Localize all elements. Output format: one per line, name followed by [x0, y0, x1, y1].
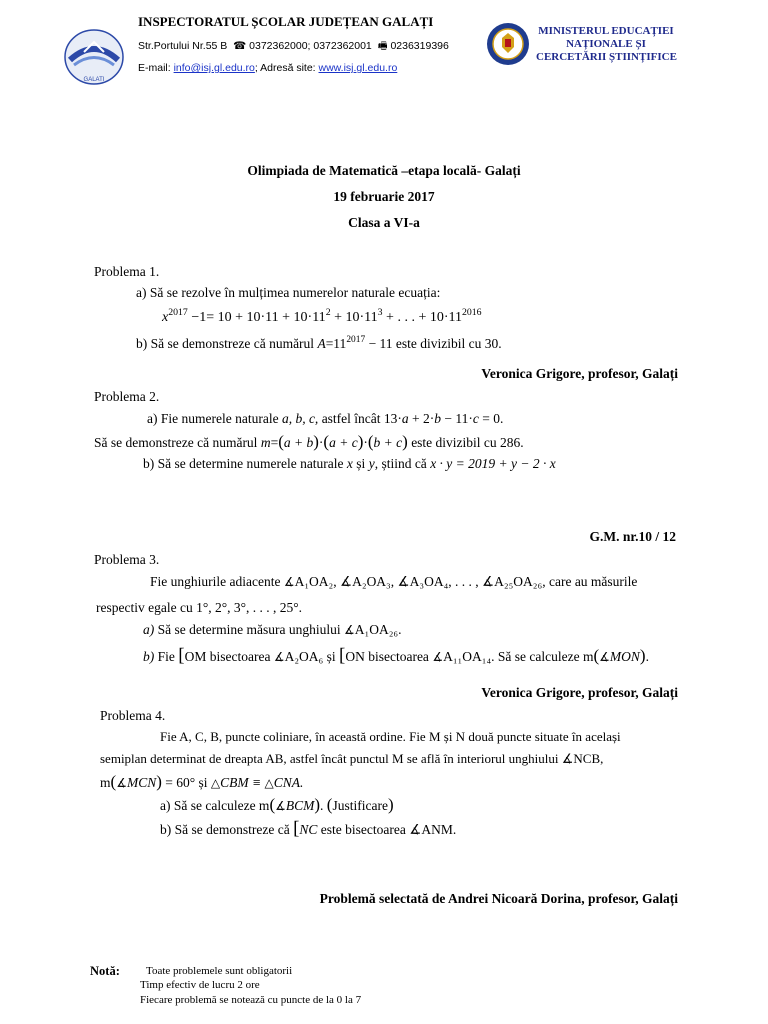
ministry-line-3: CERCETĂRII ȘTIINȚIFICE — [536, 51, 677, 63]
problem-2-heading: Problema 2. — [94, 389, 160, 404]
problem-4-b: b) Să se demonstreze că [NC este bisectoarea ∡ANM. — [160, 818, 457, 839]
problem-4-line-2: semiplan determinat de dreapta AB, astfel încât punctul M se află în interiorul unghiului ∡NCB, — [100, 751, 604, 766]
problem-4-a: a) Să se calculeze m(∡BCM). (Justificare) — [160, 795, 394, 814]
problem-4-line-1: Fie A, C, B, puncte coliniare, în această ordine. Fie M și N două puncte situate în același — [160, 729, 621, 744]
problem-3-a: a) Să se determine măsura unghiului ∡A₁OA₂₆. — [143, 622, 402, 637]
title-line-2: 19 februarie 2017 — [333, 189, 435, 204]
note-line-2: Timp efectiv de lucru 2 ore — [140, 979, 260, 991]
problem-2-a: a) Fie numerele naturale a, b, c, astfel încât 13·a + 2·b − 11·c = 0. — [147, 411, 504, 426]
logo-left-text: GALATI — [83, 77, 105, 83]
phones: 0372362000; 0372362001 — [249, 40, 372, 52]
contact-line — [138, 62, 397, 74]
angle-icon: ∡ — [343, 623, 355, 637]
angle-icon: ∡ — [599, 650, 610, 664]
problem-2-line-2: Să se demonstreze că numărul m=(a + b)·(a + c)·(b + c) este divizibil cu 286. — [94, 432, 524, 451]
problem-1-b: b) Să se demonstreze că numărul $A=11^{2017} - 11$ este divizibil cu 30. — [136, 335, 502, 351]
ministry-line-2: NAȚIONALE ȘI — [566, 38, 646, 50]
address-line — [138, 38, 449, 56]
problem-1-a: a) Să se rezolve în mulțimea numerelor naturale ecuația: — [136, 285, 441, 300]
problem-4-heading: Problema 4. — [100, 708, 166, 723]
triangle-icon: △ — [264, 776, 274, 790]
ministry-line-1: MINISTERUL EDUCAȚIEI — [538, 25, 674, 37]
angle-icon: ∡ — [275, 799, 286, 813]
problem-3-heading: Problema 3. — [94, 552, 160, 567]
problem-2-b: b) Să se determine numerele naturale x și y, știind că x · y = 2019 + y − 2 · x — [143, 456, 556, 471]
org-name: INSPECTORATUL ȘCOLAR JUDEȚEAN GALAȚI — [138, 14, 434, 29]
note-label: Notă: — [90, 964, 120, 978]
angle-icon: ∡ — [432, 650, 444, 664]
ministry-name — [536, 25, 676, 64]
problem-3-b: b) Fie [OM bisectoarea ∡A₂OA₆ și [ON bisectoarea ∡A₁₁OA₁₄. Să se calculeze m(∡MON). — [143, 645, 649, 666]
angle-icon: ∡ — [116, 776, 127, 790]
site-label: ; Adresă site: — [254, 62, 316, 74]
problem-3-line-2: respectiv egale cu 1°, 2°, 3°, . . . , 25°. — [96, 600, 303, 615]
problem-1-equation: $x^{2017} -1= 10 + 10\cdot 11 + 10\cdot 11^2 + 10\cdot 11^3$ + . . . + $10\cdot 11^{2016}$ — [162, 307, 482, 325]
problem-4-line-3: m(∡MCN) = 60° și △CBM ≡ △CNA. — [100, 772, 304, 791]
isj-galati-logo — [62, 28, 126, 90]
ministry-seal-logo — [486, 22, 530, 66]
problem-3-author: Veronica Grigore, profesor, Galați — [481, 685, 678, 700]
angle-icon: ∡ — [283, 575, 295, 589]
problem-3-line-1: Fie unghiurile adiacente ∡A₁OA₂, ∡A₂OA₃, ∡A₃OA₄, . . . , ∡A₂₅OA₂₆, care au măsurile — [150, 574, 638, 589]
problem-2-source: G.M. nr.10 / 12 — [589, 529, 676, 544]
site-link[interactable]: www.isj.gl.edu.ro — [318, 62, 398, 74]
email-label: E-mail: — [138, 62, 171, 74]
problem-1-heading: Problema 1. — [94, 264, 160, 279]
phone-icon: ☎ — [230, 40, 250, 52]
problem-1-author: Veronica Grigore, profesor, Galați — [481, 366, 678, 381]
email-link[interactable]: info@isj.gl.edu.ro — [173, 62, 255, 74]
fax-icon: 🖷 — [374, 40, 391, 52]
triangle-icon: △ — [210, 776, 221, 790]
fax: 0236319396 — [390, 40, 449, 52]
angle-icon: ∡ — [273, 650, 285, 664]
note-line-3: Fiecare problemă se notează cu puncte de la 0 la 7 — [140, 994, 362, 1006]
title-line-3: Clasa a VI-a — [348, 215, 420, 230]
problem-4-author: Problemă selectată de Andrei Nicoară Dorina, profesor, Galați — [319, 891, 678, 906]
address: Str.Portului Nr.55 B — [138, 40, 228, 52]
title-line-1: Olimpiada de Matematică –etapa locală- Galați — [247, 163, 521, 178]
note-line-1: Toate problemele sunt obligatorii — [146, 965, 293, 977]
